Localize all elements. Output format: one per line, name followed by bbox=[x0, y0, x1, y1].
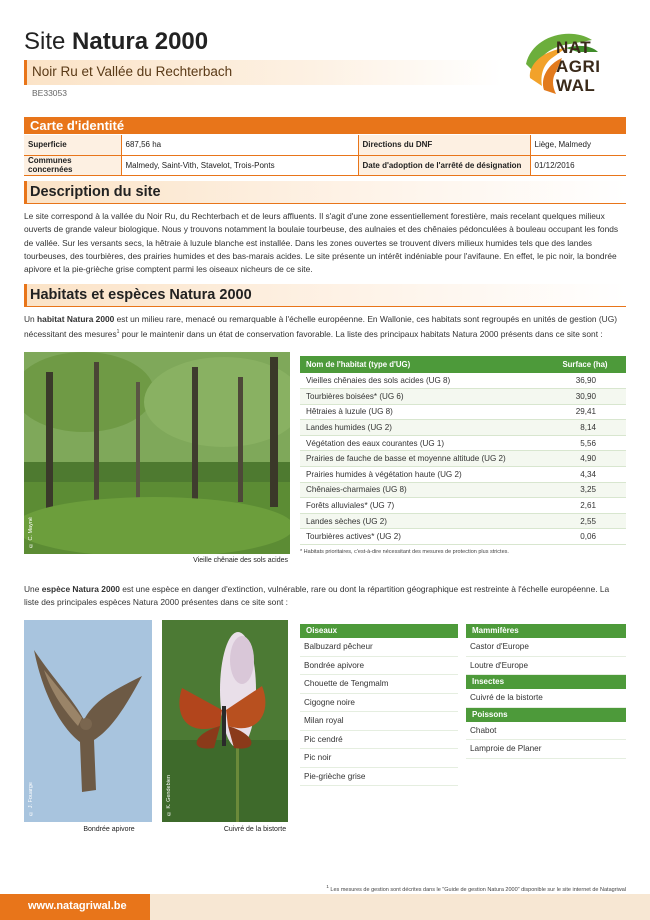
habitat-name: Prairies de fauche de basse et moyenne altitude (UG 2) bbox=[300, 451, 544, 467]
habitat-row bbox=[300, 529, 626, 545]
bird-species-item: Pie-grièche grise bbox=[300, 768, 458, 787]
dnf-label: Directions du DNF bbox=[358, 135, 530, 155]
footnote: $^1$ Les mesures de gestion sont décrites dans le "Guide de gestion Natura 2000" disponible sur le site internet de Natagriwal bbox=[326, 884, 626, 893]
fish-heading: Poissons bbox=[466, 708, 626, 722]
habitat-row bbox=[300, 451, 626, 467]
habitat-name: Landes sèches (UG 2) bbox=[300, 513, 544, 529]
fish-species-item: Chabot bbox=[466, 722, 626, 741]
superficie-value: 687,56 ha bbox=[121, 135, 358, 155]
description-title: Description du site bbox=[30, 184, 161, 200]
natagriwal-logo bbox=[522, 24, 632, 106]
other-species-list bbox=[466, 624, 626, 759]
bird-species-item: Cigogne noire bbox=[300, 694, 458, 713]
habitats-divider bbox=[24, 306, 626, 307]
logo-text-wal: WAL bbox=[556, 76, 596, 95]
habitat-row bbox=[300, 498, 626, 514]
habitat-surface: 29,41 bbox=[544, 404, 626, 420]
habitat-surface: 8,14 bbox=[544, 420, 626, 436]
communes-value: Malmedy, Saint-Vith, Stavelot, Trois-Ponts bbox=[121, 155, 358, 175]
forest-photo bbox=[24, 352, 290, 554]
habitats-col-name: Nom de l'habitat (type d'UG) bbox=[300, 356, 544, 373]
habitat-row bbox=[300, 404, 626, 420]
species-intro: Une espèce Natura 2000 est une espèce en danger d'extinction, vulnérable, rare ou dont la répartition géographique est restreinte à l'échelle européenne. La liste des principales espèces Natura 2000 présentes dans ce site sont : bbox=[24, 584, 610, 608]
forest-photo-caption: Vieille chênaie des sols acides bbox=[193, 557, 288, 564]
website-link[interactable]: www.natagriwal.be bbox=[0, 894, 150, 920]
habitat-name: Végétation des eaux courantes (UG 1) bbox=[300, 435, 544, 451]
bird-species-item: Bondrée apivore bbox=[300, 657, 458, 676]
habitat-row bbox=[300, 482, 626, 498]
bird-species-item: Milan royal bbox=[300, 712, 458, 731]
mammal-species-item: Loutre d'Europe bbox=[466, 657, 626, 676]
butterfly-photo bbox=[162, 620, 288, 822]
mammals-heading: Mammifères bbox=[466, 624, 626, 638]
bird-species-item: Pic noir bbox=[300, 749, 458, 768]
habitat-name: Hêtraies à luzule (UG 8) bbox=[300, 404, 544, 420]
insects-heading: Insectes bbox=[466, 675, 626, 689]
habitat-surface: 3,25 bbox=[544, 482, 626, 498]
habitats-col-surface: Surface (ha) bbox=[544, 356, 626, 373]
habitat-row bbox=[300, 435, 626, 451]
habitat-name: Chênaies-charmaies (UG 8) bbox=[300, 482, 544, 498]
fish-species-item: Lamproie de Planer bbox=[466, 740, 626, 759]
habitat-surface: 2,55 bbox=[544, 513, 626, 529]
bird-photo-credit: © J. Fouarge bbox=[28, 782, 34, 816]
logo-text-nat: NAT bbox=[556, 38, 592, 57]
site-subtitle: Noir Ru et Vallée du Rechterbach bbox=[32, 64, 233, 79]
description-text: Le site correspond à la vallée du Noir Ru, du Rechterbach et de leurs affluents. Il s'agit d'une zone essentiellement forestière, mais recelant quelques milieux ouverts de grande valeur biologique. Nous y trouvons notamment la boulaie tourbeuse, des aulnaies et des chênaies pédonculées à bouleau occupant les fonds de vallée. Sur les versants secs, la hêtraie à luzule blanche est installée. Dans les zones ouvertes se trouvent divers milieux humides tels que des landes tourbeuses, des tourbières, des prairies humides et des bas-marais acides. Le site présente un intérêt indéniable pour l'avifaune. En effet, le pic noir, la bondrée apivore et la pie-grièche grise comptent parmi les oiseaux nicheurs de ce site. bbox=[24, 211, 619, 275]
habitat-name: Forêts alluviales* (UG 7) bbox=[300, 498, 544, 514]
insect-species-item: Cuivré de la bistorte bbox=[466, 689, 626, 708]
superficie-label: Superficie bbox=[24, 135, 121, 155]
date-label: Date d'adoption de l'arrêté de désignation bbox=[358, 155, 530, 175]
habitats-table bbox=[300, 356, 626, 545]
habitats-intro: Un habitat Natura 2000 est un milieu rare, menacé ou remarquable à l'échelle européenne. En Wallonie, ces habitats sont regroupés en unités de gestion (UG) nécessitant des mesures$^1$ pour le maintenir dans un état de conservation favorable. La liste des principaux habitats Natura 2000 présents dans ce site sont : bbox=[24, 314, 617, 340]
birds-list bbox=[300, 624, 458, 786]
bird-species-item: Pic cendré bbox=[300, 731, 458, 750]
habitat-name: Tourbières boisées* (UG 6) bbox=[300, 389, 544, 405]
habitat-row bbox=[300, 389, 626, 405]
habitat-surface: 0,06 bbox=[544, 529, 626, 545]
habitat-row bbox=[300, 420, 626, 436]
description-divider bbox=[24, 203, 626, 204]
bird-species-item: Chouette de Tengmalm bbox=[300, 675, 458, 694]
site-code: BE33053 bbox=[32, 88, 67, 98]
habitat-surface: 4,34 bbox=[544, 467, 626, 483]
identity-table bbox=[24, 135, 626, 176]
bird-photo bbox=[24, 620, 152, 822]
habitats-title: Habitats et espèces Natura 2000 bbox=[30, 287, 252, 303]
forest-photo-credit: © C. Mayné bbox=[28, 516, 34, 548]
dnf-value: Liège, Malmedy bbox=[530, 135, 626, 155]
communes-label: Communes concernées bbox=[24, 155, 121, 175]
habitat-row bbox=[300, 467, 626, 483]
date-value: 01/12/2016 bbox=[530, 155, 626, 175]
habitat-surface: 36,90 bbox=[544, 373, 626, 389]
habitat-name: Prairies humides à végétation haute (UG 2) bbox=[300, 467, 544, 483]
bird-species-item: Balbuzard pêcheur bbox=[300, 638, 458, 657]
habitat-surface: 4,90 bbox=[544, 451, 626, 467]
habitat-name: Vieilles chênaies des sols acides (UG 8) bbox=[300, 373, 544, 389]
habitat-name: Landes humides (UG 2) bbox=[300, 420, 544, 436]
identity-title: Carte d'identité bbox=[30, 118, 125, 133]
habitat-surface: 5,56 bbox=[544, 435, 626, 451]
birds-heading: Oiseaux bbox=[300, 624, 458, 638]
habitats-table-note: * Habitats prioritaires, c'est-à-dire nécessitant des mesures de protection plus strictes. bbox=[300, 549, 509, 555]
habitat-name: Tourbières actives* (UG 2) bbox=[300, 529, 544, 545]
butterfly-photo-caption: Cuivré de la bistorte bbox=[223, 826, 287, 833]
logo-text-agri: AGRI bbox=[556, 57, 601, 76]
page-title: Site Natura 2000 bbox=[24, 28, 209, 55]
bird-photo-caption: Bondrée apivore bbox=[83, 826, 135, 833]
mammal-species-item: Castor d'Europe bbox=[466, 638, 626, 657]
habitat-row bbox=[300, 513, 626, 529]
butterfly-photo-credit: © K. Gendebien bbox=[166, 774, 172, 816]
habitat-surface: 2,61 bbox=[544, 498, 626, 514]
habitat-row bbox=[300, 373, 626, 389]
habitat-surface: 30,90 bbox=[544, 389, 626, 405]
